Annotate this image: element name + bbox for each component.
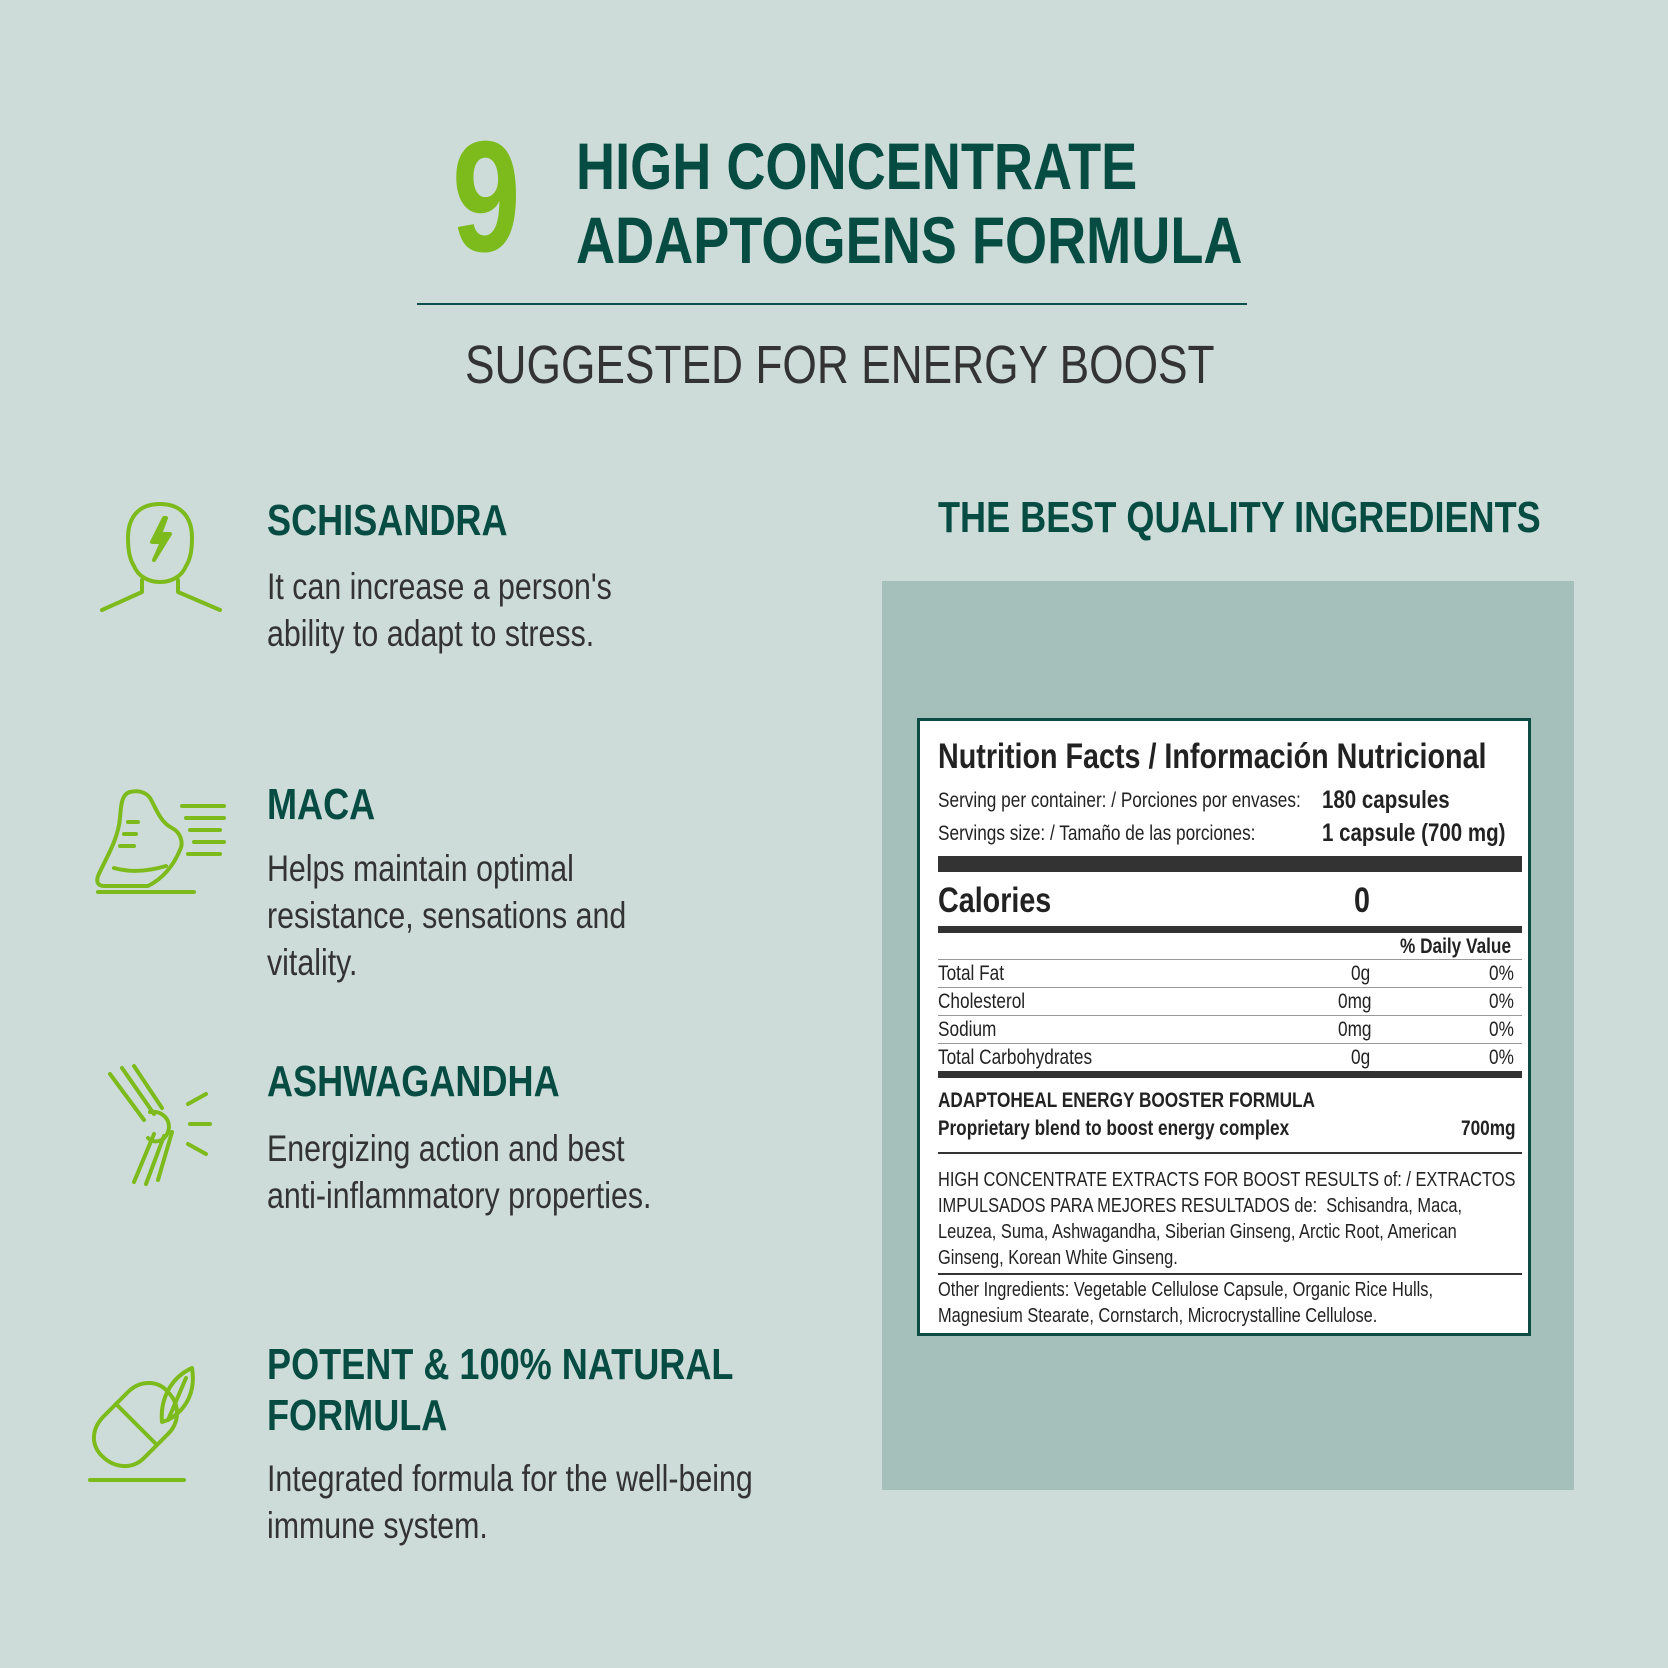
serving-per-container-value: 180 capsules <box>1322 786 1450 814</box>
calories-value: 0 <box>1354 881 1370 920</box>
nutrient-amount: 0mg <box>1338 990 1372 1013</box>
serving-size-value: 1 capsule (700 mg) <box>1322 819 1506 847</box>
formula-count-number: 9 <box>452 109 521 285</box>
page-title-line-1: HIGH CONCENTRATE <box>576 129 1138 203</box>
other-ingredients-line-1: Other Ingredients: Vegetable Cellulose Capsule, Organic Rice Hulls, <box>938 1279 1433 1301</box>
nutrient-daily-value: 0% <box>1489 1018 1514 1041</box>
feature-title: ASHWAGANDHA <box>267 1057 560 1106</box>
medium-divider <box>938 926 1522 933</box>
page-title-line-2: ADAPTOGENS FORMULA <box>576 203 1243 277</box>
head-lightning-icon <box>98 500 224 618</box>
nutrient-amount: 0g <box>1351 962 1371 985</box>
row-divider <box>938 1015 1522 1016</box>
extracts-text-line-1: HIGH CONCENTRATE EXTRACTS FOR BOOST RESULTS of: / EXTRACTOS <box>938 1169 1516 1191</box>
thin-divider <box>938 1273 1522 1275</box>
feature-description: Integrated formula for the well-being immune system. <box>267 1458 753 1546</box>
formula-name: ADAPTOHEAL ENERGY BOOSTER FORMULA <box>938 1089 1315 1112</box>
running-shoe-icon <box>94 788 228 900</box>
feature-description: Helps maintain optimal resistance, sensations and vitality. <box>267 848 627 983</box>
feature-title: MACA <box>267 780 376 829</box>
feature-title: SCHISANDRA <box>267 496 508 545</box>
feature-description: It can increase a person's ability to adapt to stress. <box>267 566 612 654</box>
other-ingredients-line-2: Magnesium Stearate, Cornstarch, Microcrystalline Cellulose. <box>938 1305 1378 1327</box>
row-divider <box>938 1043 1522 1044</box>
extracts-text-line-2: IMPULSADOS PARA MEJORES RESULTADOS de: Schisandra, Maca, <box>938 1195 1463 1217</box>
calories-label: Calories <box>938 881 1052 920</box>
blend-label: Proprietary blend to boost energy complex <box>938 1117 1290 1140</box>
capsule-leaf-icon <box>88 1364 200 1484</box>
nutrient-amount: 0g <box>1351 1046 1371 1069</box>
nutrition-facts-label <box>917 718 1531 1336</box>
nutrient-name: Cholesterol <box>938 990 1026 1013</box>
thick-divider <box>938 856 1522 872</box>
feature-description: Energizing action and best anti-inflammatory properties. <box>267 1128 652 1216</box>
nutrient-daily-value: 0% <box>1489 1046 1514 1069</box>
serving-per-container-label: Serving per container: / Porciones por envases: <box>938 789 1301 812</box>
medium-divider <box>938 1071 1522 1078</box>
knee-joint-icon <box>106 1064 214 1186</box>
extracts-text-line-4: Ginseng, Korean White Ginseng. <box>938 1247 1178 1269</box>
header-divider <box>417 303 1247 305</box>
nutrient-name: Total Fat <box>938 962 1005 985</box>
row-divider <box>938 987 1522 988</box>
page-subtitle: SUGGESTED FOR ENERGY BOOST <box>465 335 1215 395</box>
nutrient-amount: 0mg <box>1338 1018 1372 1041</box>
thin-divider <box>938 1152 1522 1154</box>
extracts-text-line-3: Leuzea, Suma, Ashwagandha, Siberian Ginseng, Arctic Root, American <box>938 1221 1457 1243</box>
nutrient-daily-value: 0% <box>1489 990 1514 1013</box>
row-divider <box>938 959 1522 960</box>
ingredients-heading: THE BEST QUALITY INGREDIENTS <box>938 493 1541 542</box>
nutrition-title: Nutrition Facts / Información Nutricional <box>938 737 1487 776</box>
serving-size-label: Servings size: / Tamaño de las porciones: <box>938 822 1256 845</box>
nutrient-name: Sodium <box>938 1018 997 1041</box>
daily-value-header: % Daily Value <box>1400 935 1512 958</box>
blend-value: 700mg <box>1461 1117 1516 1140</box>
feature-title: POTENT & 100% NATURAL FORMULA <box>267 1340 734 1440</box>
nutrient-daily-value: 0% <box>1489 962 1514 985</box>
nutrient-name: Total Carbohydrates <box>938 1046 1093 1069</box>
